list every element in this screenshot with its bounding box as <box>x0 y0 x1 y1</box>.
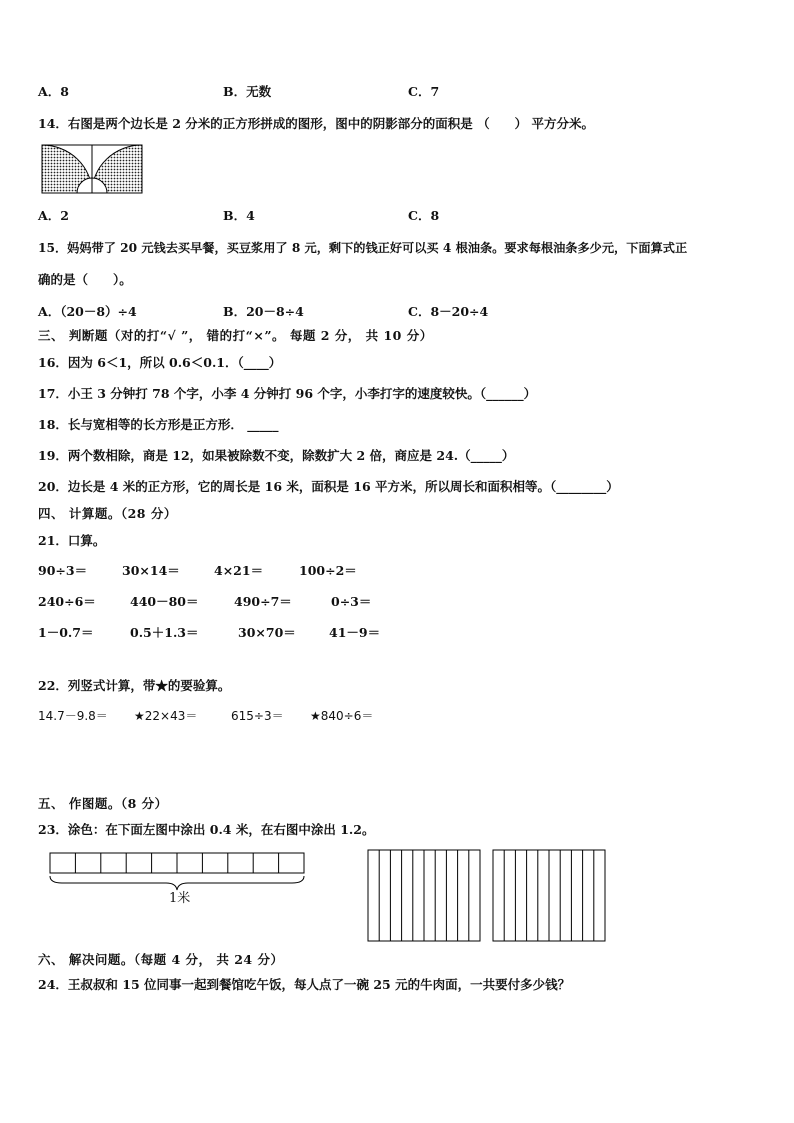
q22-expr-1: 14.7－9.8＝ <box>38 709 108 723</box>
q21-r1-c1: 90÷3＝ <box>38 563 88 578</box>
q18: 18．长与宽相等的长方形是正方形． _____ <box>38 417 279 432</box>
q24: 24．王叔叔和 15 位同事一起到餐馆吃午饭，每人点了一碗 25 元的牛肉面，一共要付多少钱？ <box>38 977 571 992</box>
q15-stem-line2: 确的是（ ）。 <box>38 272 132 287</box>
q15-option-c: C．8－20÷4 <box>408 304 489 319</box>
q19: 19．两个数相除，商是 12，如果被除数不变，除数扩大 2 倍，商应是 24.（_____） <box>38 448 515 463</box>
q21-r3-c2: 0.5＋1.3＝ <box>130 625 199 640</box>
q22-expr-2: ★22×43＝ <box>134 709 198 723</box>
q13-option-b: B．无数 <box>223 84 272 99</box>
q22-stem: 22．列竖式计算，带★的要验算。 <box>38 678 231 693</box>
q21-r2-c1: 240÷6＝ <box>38 594 96 609</box>
q14-option-b: B．4 <box>223 208 255 223</box>
section5-heading: 五、 作图题。（8 分） <box>38 796 168 811</box>
q13-option-c: C．7 <box>408 84 440 99</box>
q21-r3-c4: 41－9＝ <box>329 625 381 640</box>
section6-heading: 六、 解决问题。（每题 4 分， 共 24 分） <box>38 952 284 967</box>
q21-r2-c3: 490÷7＝ <box>234 594 292 609</box>
q14-option-c: C．8 <box>408 208 440 223</box>
q21-r3-c3: 30×70＝ <box>238 625 296 640</box>
q21-r1-c4: 100÷2＝ <box>299 563 357 578</box>
q23-bracket-label: 1米 <box>169 891 191 906</box>
q23-middle-figure <box>367 849 481 942</box>
q23-stem: 23．涂色：在下面左图中涂出 0.4 米，在右图中涂出 1.2。 <box>38 822 375 837</box>
q15-stem-line1: 15．妈妈带了 20 元钱去买早餐，买豆浆用了 8 元，剩下的钱正好可以买 4 根油条。要求每根油条多少元，下面算式正 <box>38 241 688 255</box>
q21-r2-c4: 0÷3＝ <box>331 594 372 609</box>
q14-figure <box>41 144 143 194</box>
q22-expr-4: ★840÷6＝ <box>310 709 374 723</box>
q15-option-a: A．（20－8）÷4 <box>38 304 137 319</box>
q23-right-figure <box>492 849 606 942</box>
q21-r1-c2: 30×14＝ <box>122 563 180 578</box>
q22-expr-3: 615÷3＝ <box>231 709 284 723</box>
q17: 17．小王 3 分钟打 78 个字，小李 4 分钟打 96 个字，小李打字的速度较快。（______） <box>38 386 537 401</box>
section4-heading: 四、 计算题。（28 分） <box>38 506 177 521</box>
q23-left-figure <box>48 852 308 892</box>
q15-option-b: B．20－8÷4 <box>223 304 304 319</box>
q21-r3-c1: 1－0.7＝ <box>38 625 94 640</box>
q14-option-a: A．2 <box>38 208 69 223</box>
q16: 16．因为 6＜1，所以 0.6＜0.1．（____） <box>38 355 282 370</box>
q20: 20．边长是 4 米的正方形，它的周长是 16 米，面积是 16 平方米，所以周长和面积相等。（________） <box>38 479 619 494</box>
q21-r1-c3: 4×21＝ <box>214 563 264 578</box>
q23-brace <box>50 876 304 890</box>
q21-stem: 21．口算。 <box>38 533 106 548</box>
q14-stem: 14．右图是两个边长是 2 分米的正方形拼成的图形，图中的阴影部分的面积是 （ ） 平方分米。 <box>38 116 595 131</box>
q21-r2-c2: 440－80＝ <box>130 594 199 609</box>
section3-heading: 三、 判断题（对的打“√ ”， 错的打“×”。 每题 2 分， 共 10 分） <box>38 328 433 343</box>
q13-option-a: A．8 <box>38 84 69 99</box>
